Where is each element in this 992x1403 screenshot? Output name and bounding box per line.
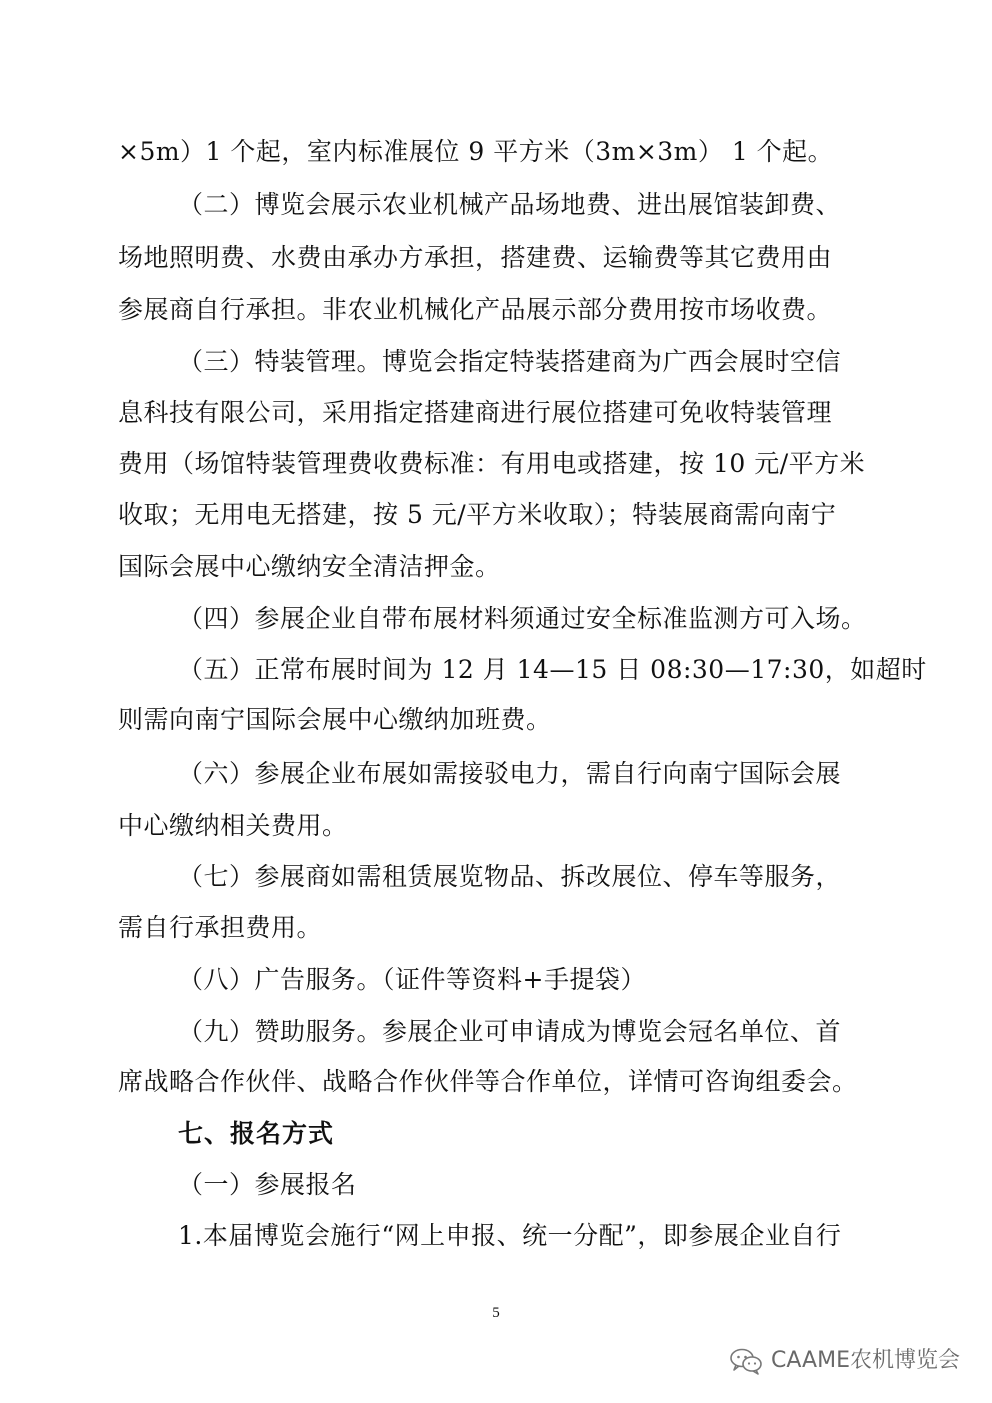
text-line: 收取；无用电无搭建，按 5 元/平方米收取）；特装展商需向南宁 <box>118 500 837 529</box>
subsection-heading: （一）参展报名 <box>178 1170 357 1199</box>
wechat-icon <box>729 1347 763 1375</box>
watermark-text: CAAME农机博览会 <box>771 1348 960 1373</box>
text-line: 中心缴纳相关费用。 <box>118 811 348 840</box>
text-line: （三）特装管理。博览会指定特装搭建商为广西会展时空信 <box>178 347 842 376</box>
page-number: 5 <box>492 1305 500 1321</box>
text-line: 席战略合作伙伴、战略合作伙伴等合作单位，详情可咨询组委会。 <box>118 1067 858 1096</box>
text-line: 需自行承担费用。 <box>118 913 323 942</box>
text-line: （六）参展企业布展如需接驳电力，需自行向南宁国际会展 <box>178 759 842 788</box>
text-line: 则需向南宁国际会展中心缴纳加班费。 <box>118 705 552 734</box>
text-line: 1.本届博览会施行“网上申报、统一分配”，即参展企业自行 <box>178 1221 842 1250</box>
text-line: （八）广告服务。（证件等资料+手提袋） <box>178 965 646 994</box>
text-line: （七）参展商如需租赁展览物品、拆改展位、停车等服务， <box>178 862 842 891</box>
text-line: 息科技有限公司，采用指定搭建商进行展位搭建可免收特装管理 <box>118 398 833 427</box>
text-line: （四）参展企业自带布展材料须通过安全标准监测方可入场。 <box>178 604 867 633</box>
section-heading: 七、报名方式 <box>178 1119 335 1148</box>
text-line: （二）博览会展示农业机械产品场地费、进出展馆装卸费、 <box>178 190 842 219</box>
text-line: 费用（场馆特装管理费收费标准：有用电或搭建，按 10 元/平方米 <box>118 449 866 478</box>
text-line: （五）正常布展时间为 12 月 14—15 日 08:30—17:30，如超时 <box>178 655 927 684</box>
text-line: ×5m）1 个起，室内标准展位 9 平方米（3m×3m） 1 个起。 <box>118 137 834 166</box>
text-line: 参展商自行承担。非农业机械化产品展示部分费用按市场收费。 <box>118 295 833 324</box>
text-line: 场地照明费、水费由承办方承担，搭建费、运输费等其它费用由 <box>118 243 833 272</box>
text-line: 国际会展中心缴纳安全清洁押金。 <box>118 552 501 581</box>
watermark <box>729 1346 960 1376</box>
text-line: （九）赞助服务。参展企业可申请成为博览会冠名单位、首 <box>178 1017 842 1046</box>
